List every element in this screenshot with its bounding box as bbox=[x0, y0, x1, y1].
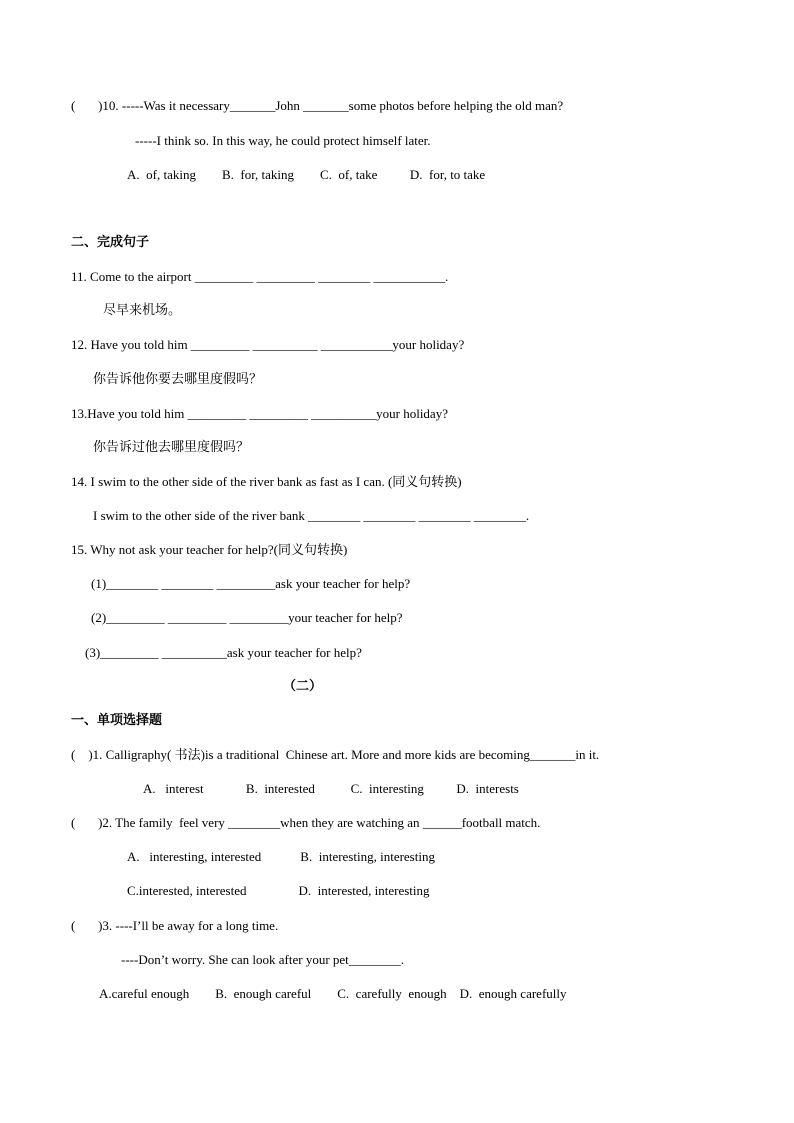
sentence-15: 15. Why not ask your teacher for help?(同义句转换) bbox=[71, 542, 348, 557]
question-3-options: A.careful enough B. enough careful C. carefully enough D. enough carefully bbox=[99, 986, 567, 1001]
question-3-reply: ----Don’t worry. She can look after your pet________. bbox=[121, 952, 405, 967]
sentence-14-rewrite: I swim to the other side of the river bank ________ ________ ________ ________. bbox=[93, 508, 530, 523]
sentence-15-option-2: (2)_________ _________ _________your teacher for help? bbox=[91, 610, 403, 625]
question-3: ( )3. ----I’ll be away for a long time. bbox=[71, 918, 279, 933]
part-two-heading: （二） bbox=[283, 679, 323, 694]
sentence-12-chinese: 你告诉他你要去哪里度假吗？ bbox=[93, 372, 263, 387]
section-title-single-choice: 一、单项选择题 bbox=[71, 713, 163, 728]
question-10: ( )10. -----Was it necessary_______John _______some photos before helping the old man? bbox=[71, 98, 564, 113]
sentence-15-option-3: (3)_________ __________ask your teacher for help? bbox=[85, 645, 362, 660]
question-2: ( )2. The family feel very ________when they are watching an ______football match. bbox=[71, 815, 541, 830]
sentence-12: 12. Have you told him _________ __________ ___________your holiday? bbox=[71, 337, 465, 352]
sentence-13-chinese: 你告诉过他去哪里度假吗？ bbox=[93, 440, 250, 455]
question-1: ( )1. Calligraphy( 书法)is a traditional Chinese art. More and more kids are becoming_______in it. bbox=[71, 747, 600, 762]
sentence-15-option-1: (1)________ ________ _________ask your teacher for help? bbox=[91, 576, 411, 591]
question-2-options-ab: A. interesting, interested B. interesting, interesting bbox=[127, 849, 435, 864]
question-2-options-cd: C.interested, interested D. interested, interesting bbox=[127, 883, 430, 898]
sentence-11-chinese: 尽早来机场。 bbox=[103, 303, 182, 318]
question-10-options: A. of, taking B. for, taking C. of, take D. for, to take bbox=[127, 167, 486, 182]
sentence-14: 14. I swim to the other side of the river bank as fast as I can. (同义句转换) bbox=[71, 474, 462, 489]
sentence-11: 11. Come to the airport _________ _________ ________ ___________. bbox=[71, 269, 449, 284]
question-1-options: A. interest B. interested C. interesting D. interests bbox=[143, 781, 519, 796]
question-10-reply: -----I think so. In this way, he could protect himself later. bbox=[135, 133, 431, 148]
sentence-13: 13.Have you told him _________ _________ __________your holiday? bbox=[71, 406, 448, 421]
section-title-complete-sentences: 二、完成句子 bbox=[71, 235, 150, 250]
